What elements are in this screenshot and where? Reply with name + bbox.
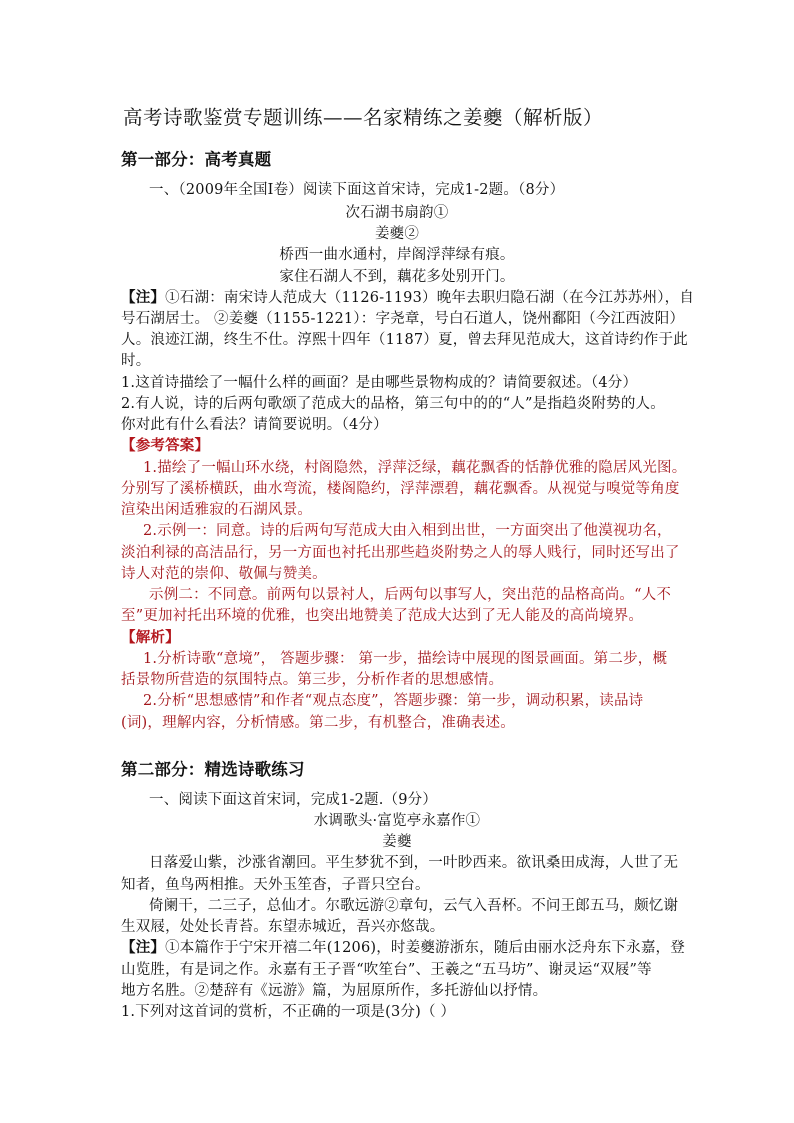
document-title: 高考诗歌鉴赏专题训练——名家精练之姜夔（解析版） [123,106,604,129]
part1-poem-line: 家住石湖人不到，藕花多处别开门。 [279,269,515,285]
part1-heading: 第一部分：高考真题 [121,150,272,169]
note-label: 【注】 [121,289,166,306]
part1-poem-title: 次石湖书扇韵① [345,205,449,221]
part2-poem-line: 知者，鱼鸟两相推。天外玉笙杳，子晋只空台。 [121,877,430,893]
analysis-line: 2.分析“思想感情”和作者“观点态度”，答题步骤：第一步，调动积累，读品诗 [143,693,644,709]
part1-poem-line: 桥西一曲水通村，岸阁浮萍绿有痕。 [279,247,515,263]
part2-poem-line: 生双屐，处处长青苔。东望赤城近，吾兴亦悠哉。 [121,919,445,935]
answer-line: 2.示例一：同意。诗的后两句写范成大由入相到出世，一方面突出了他漠视功名， [143,523,672,539]
answer-line: 至”更加衬托出环境的优雅，也突出地赞美了范成大达到了无人能及的高尚境界。 [121,608,644,624]
part1-note-line: 号石湖居士。 ②姜夔（1155-1221）：字尧章，号白石道人，饶州鄱阳（今江西波阳） [121,311,685,327]
answer-line: 1.描绘了一幅山环水绕，村阁隐然，浮萍泛绿，藕花飘香的恬静优雅的隐居风光图。 [143,460,687,476]
part2-intro: 一、阅读下面这首宋词，完成1-2题.（9分） [149,792,438,808]
part2-question: 1.下列对这首词的赏析，不正确的一项是(3分)（ ） [121,1004,456,1020]
part1-intro: 一、（2009年全国Ⅰ卷）阅读下面这首宋诗，完成1-2题。（8分） [149,182,565,198]
note-text: ①本篇作于宁宋开禧二年(1206)，时姜夔游浙东，随后由丽水泛舟东下永嘉，登 [165,940,685,956]
part2-note-line: 地方名胜。②楚辞有《远游》篇，为屈原所作，多托游仙以抒情。 [121,983,548,999]
part1-question: 你对此有什么看法？请简要说明。（4分） [121,417,388,433]
part2-poem-line: 日落爱山紫，沙涨省潮回。平生梦犹不到，一叶眇西来。欲讯桑田成海，人世了无 [149,855,679,871]
analysis-line: 括景物所营造的氛围特点。第三步，分析作者的思想感情。 [121,672,504,688]
answer-line: 淡泊利禄的高洁品行，另一方面也衬托出那些趋炎附势之人的辱人贱行，同时还写出了 [121,545,680,561]
analysis-label: 【解析】 [121,629,180,646]
part2-poem-title: 水调歌头·富览亭永嘉作① [313,813,481,829]
part1-note-line: 时。 [121,353,151,369]
answer-line: 渲染出闲适雅寂的石湖风景。 [121,502,313,518]
part1-question: 2.有人说，诗的后两句歌颂了范成大的品格，第三句中的的“人”是指趋炎附势的人。 [121,396,665,412]
part1-question: 1.这首诗描绘了一幅什么样的画面？是由哪些景物构成的？请简要叙述。（4分） [121,375,638,391]
analysis-line: (词)，理解内容，分析情感。第二步，有机整合，准确表述。 [121,715,515,731]
answer-label: 【参考答案】 [121,437,210,454]
answer-line: 诗人对范的崇仰、敬佩与赞美。 [121,566,327,582]
part2-poem-line: 倚阑干，二三子，总仙才。尔歌远游②章句，云气入吾杯。不问王郎五马，颇忆谢 [149,898,679,914]
part1-note-line: 人。浪迹江湖，终生不仕。淳熙十四年（1187）夏，曾去拜见范成大，这首诗约作于此 [121,332,688,348]
part1-note-line [121,288,694,308]
part2-heading: 第二部分：精选诗歌练习 [121,760,305,779]
answer-line: 分别写了溪桥横跃，曲水弯流，楼阁隐约，浮萍漂碧，藕花飘香。从视觉与嗅觉等角度 [121,481,680,497]
analysis-line: 1.分析诗歌“意境”， 答题步骤： 第一步，描绘诗中展现的图景画面。第二步，概 [143,651,668,667]
part2-poem-author: 姜夔 [382,834,412,850]
part2-note-line [121,938,685,958]
part1-poem-author: 姜夔② [374,226,420,242]
note-text: ①石湖：南宋诗人范成大（1126-1193）晚年去职归隐石湖（在今江苏苏州），自 [165,290,695,306]
part2-note-line: 山览胜，有是词之作。永嘉有王子晋“吹笙台”、王羲之“五马坊”、谢灵运“双屐”等 [121,962,652,978]
answer-line: 示例二：不同意。前两句以景衬人，后两句以事写人，突出范的品格高尚。“人不 [149,587,672,603]
note-label: 【注】 [121,939,166,956]
